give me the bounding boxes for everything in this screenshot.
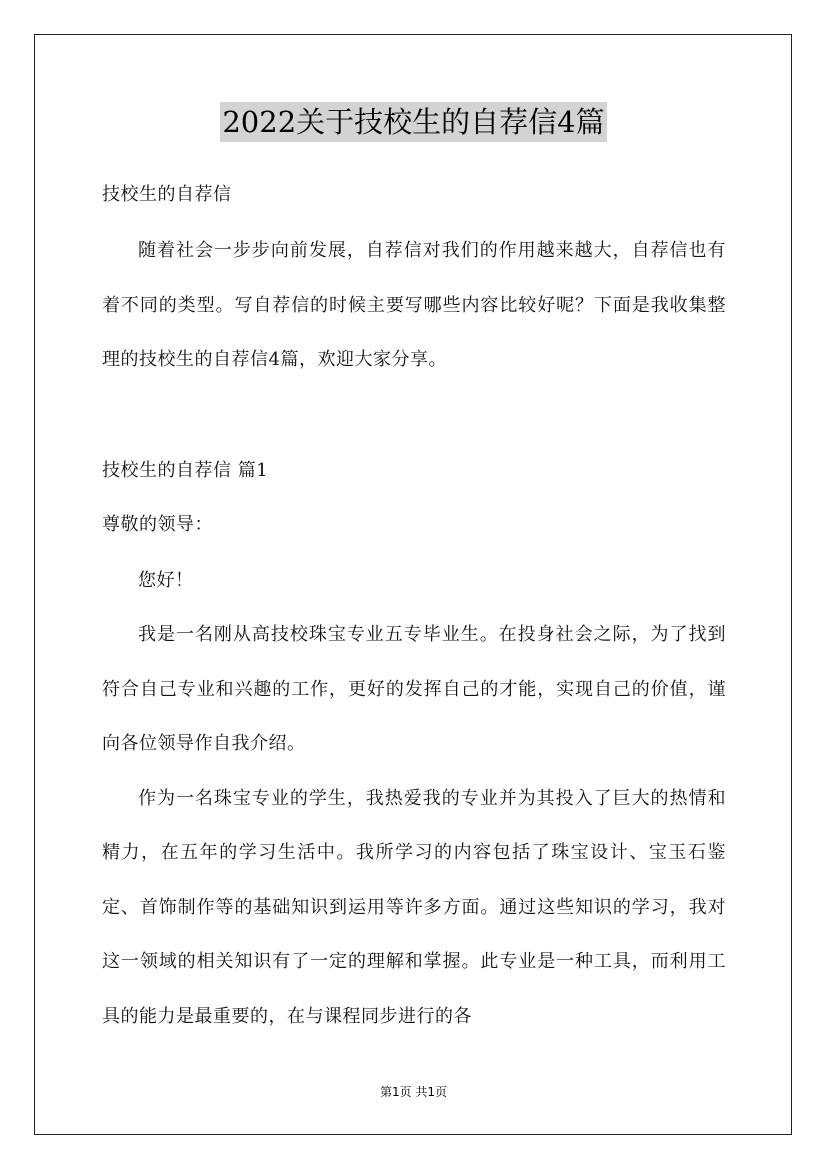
salutation: 尊敬的领导： [102,513,213,535]
section-heading: 技校生的自荐信 篇1 [102,459,269,481]
document-body [102,172,726,1044]
page-footer: 第1页 共1页 [379,1085,448,1099]
body-paragraph-1: 我是一名刚从高技校珠宝专业五专毕业生。在投身社会之际，为了找到符合自己专业和兴趣的工作，更好的发挥自己的才能，实现自己的价值，谨向各位领导作自我介绍。 [102,624,726,754]
greeting: 您好！ [138,569,194,591]
intro-paragraph: 随着社会一步步向前发展，自荐信对我们的作用越来越大，自荐信也有着不同的类型。写自荐信的时候主要写哪些内容比较好呢？下面是我收集整理的技校生的自荐信4篇，欢迎大家分享。 [102,240,726,370]
title-wrap [0,102,827,142]
document-title: 2022关于技校生的自荐信4篇 [220,102,606,142]
section-gap [102,388,726,448]
body-paragraph-2: 作为一名珠宝专业的学生，我热爱我的专业并为其投入了巨大的热情和精力，在五年的学习生活中。我所学习的内容包括了珠宝设计、宝玉石鉴定、首饰制作等的基础知识到运用等许多方面。通过这些知识的学习，我对这一领域的相关知识有了一定的理解和掌握。此专业是一种工具，而利用工具的能力是最重要的，在与课程同步进行的各 [102,787,726,1027]
intro-heading: 技校生的自荐信 [102,184,232,205]
